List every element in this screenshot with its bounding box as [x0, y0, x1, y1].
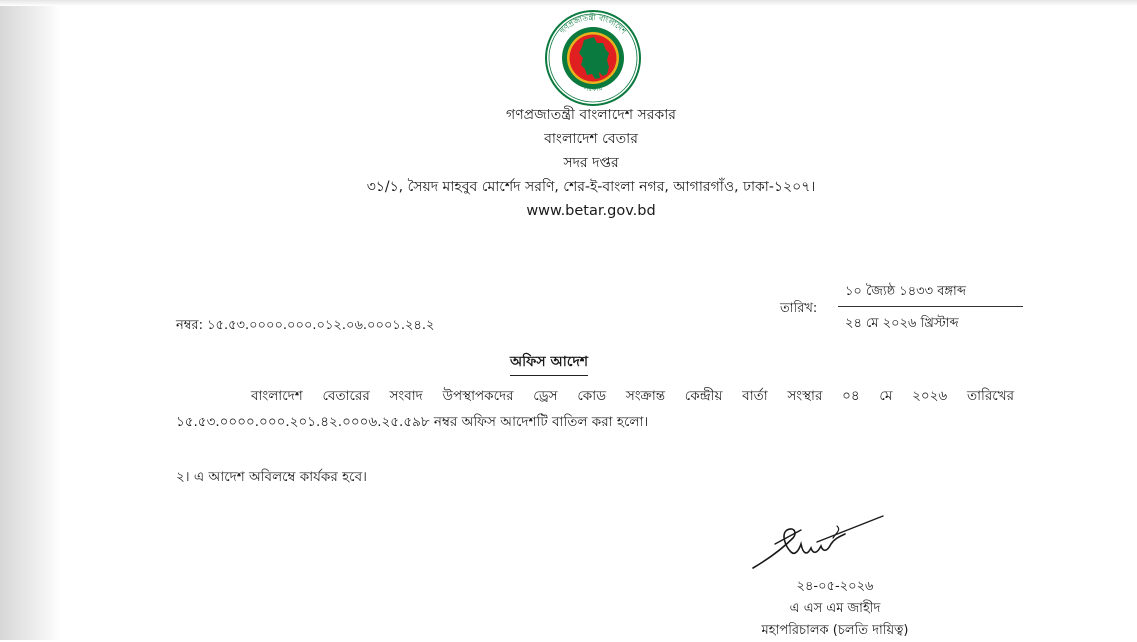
signatory-designation: মহাপরিচালক (চলতি দায়িত্ব) [761, 623, 909, 638]
paragraph-1-line-2: ১৫.৫৩.০০০০.০০০.২০১.৪২.০০০৬.২৫.৫৯৮ নম্বর অফিস আদেশটি বাতিল করা হলো। [176, 414, 649, 430]
document-title: অফিস আদেশ [510, 350, 588, 376]
handwritten-signature [745, 508, 895, 580]
bangla-date: ১০ জ্যৈষ্ঠ ১৪৩৩ বঙ্গাব্দ [845, 284, 966, 299]
office-address: ৩১/১, সৈয়দ মাহবুব মোর্শেদ সরণি, শের-ই-বাংলা নগর, আগারগাঁও, ঢাকা-১২০৭। [366, 179, 816, 195]
office-name: সদর দপ্তর [563, 155, 619, 171]
date-divider [838, 306, 1023, 307]
website-link[interactable]: www.betar.gov.bd [526, 203, 656, 219]
reference-number: নম্বর: ১৫.৫৩.০০০০.০০০.০১২.০৬.০০০১.২৪.২ [176, 318, 435, 333]
date-block [730, 282, 1030, 332]
letterhead [280, 103, 902, 223]
order-paragraph-2: ২। এ আদেশ অবিলম্বে কার্যকর হবে। [176, 469, 367, 485]
signed-date: ২৪-০৫-২০২৬ [796, 579, 874, 594]
order-paragraph-1 [176, 383, 1014, 435]
signatory-name: এ এস এম জাহীদ [789, 601, 881, 616]
government-name: গণপ্রজাতন্ত্রী বাংলাদেশ সরকার [506, 107, 676, 123]
government-seal-logo [537, 8, 649, 108]
organization-name: বাংলাদেশ বেতার [544, 131, 638, 147]
page-edge-shadow [0, 0, 60, 640]
seal-arc-text: গণপ্রজাতন্ত্রী বাংলাদেশ [558, 12, 628, 36]
signatory-block [700, 576, 970, 642]
page-top-shadow [0, 0, 1137, 6]
seal-bottom-text: সরকার [583, 83, 603, 94]
date-label: তারিখ: [780, 301, 818, 316]
paragraph-1-line-1: বাংলাদেশ বেতারের সংবাদ উপস্থাপকদের ড্রেস কোড সংক্রান্ত কেন্দ্রীয় বার্তা সংস্থার ০৪ মে ২০২৬ তারিখের [251, 388, 1014, 404]
gregorian-date: ২৪ মে ২০২৬ খ্রিস্টাব্দ [845, 316, 959, 331]
